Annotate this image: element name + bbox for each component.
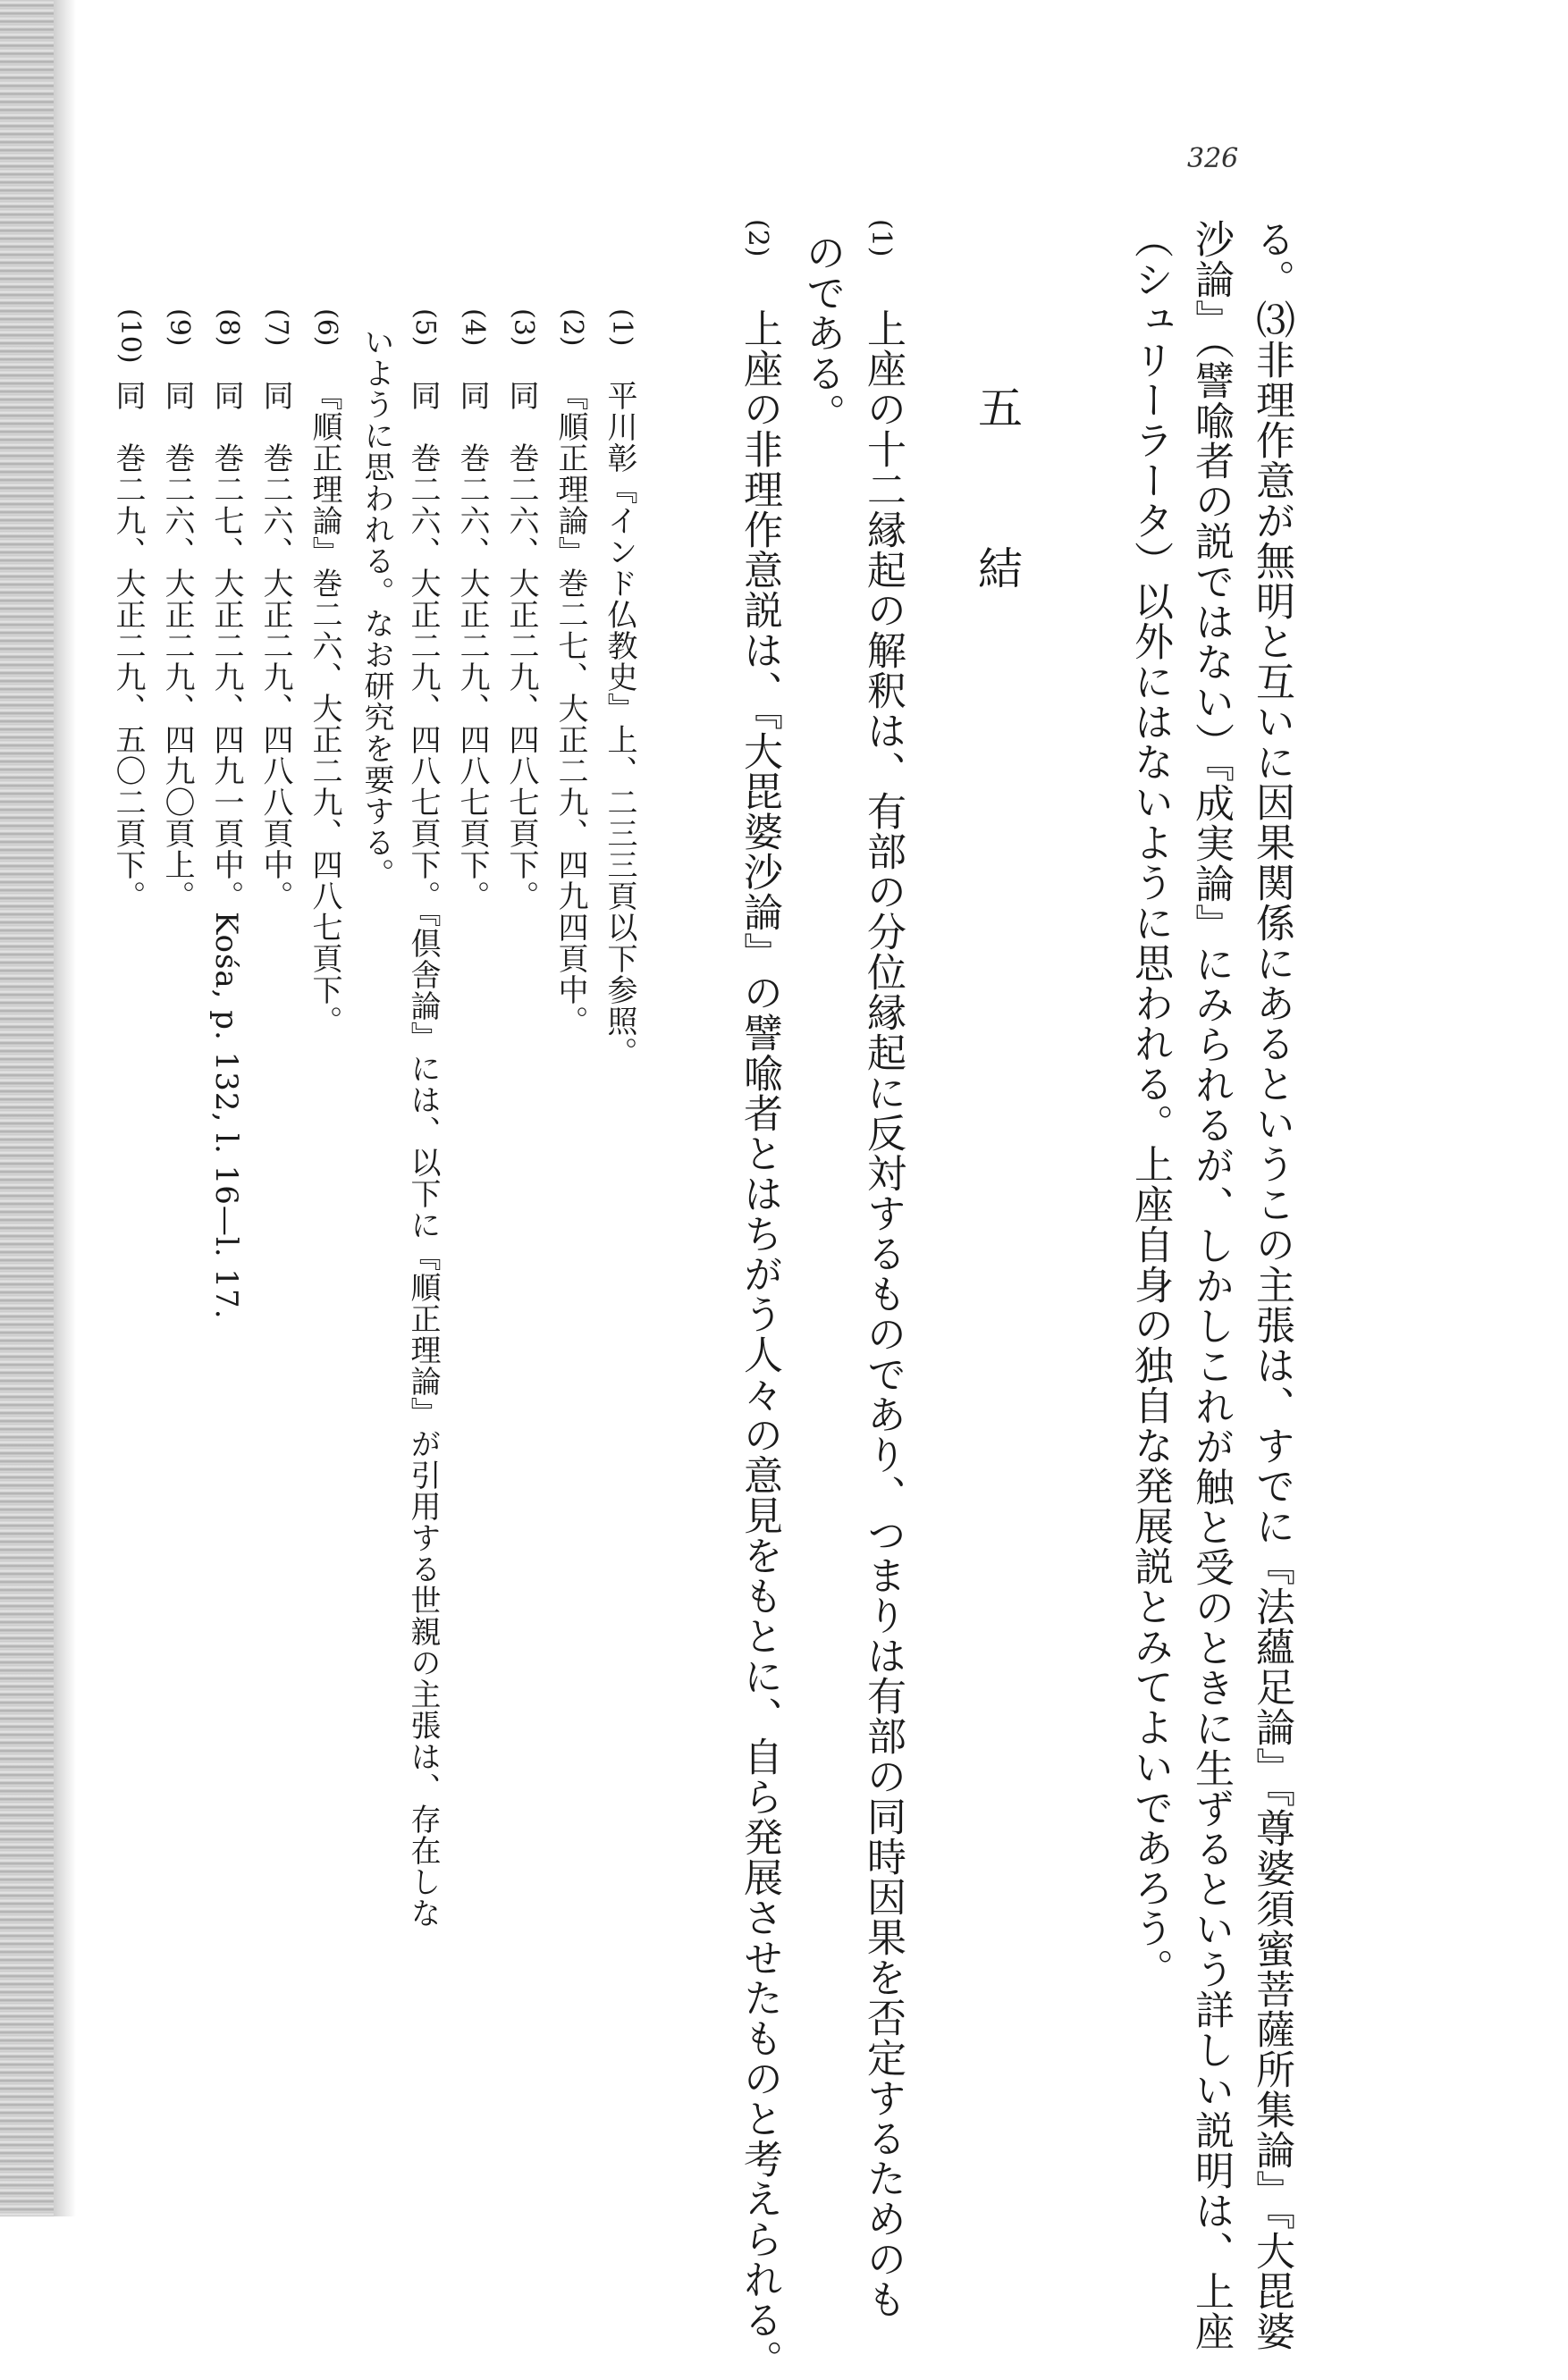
para-line-1: る。⑶非理作意が無明と互いに因果関係にあるというこの主張は、すでに『法蘊足論』『尊婆須蜜菩薩所集論』『大毘婆 (1249, 219, 1294, 2351)
conclusion-1-line-1: 上座の十二縁起の解釈は、有部の分位縁起に反対するものであり、つまりは有部の同時因果を否定するためのも (860, 308, 906, 2319)
note-num-3: (3) (508, 308, 539, 347)
note-num-2: (2) (557, 308, 588, 347)
note-4-line-1: 同 巻二六、大正二九、四八七頁下。 (454, 380, 490, 912)
note-6-line-1: 『順正理論』巻二六、大正二九、四八七頁下。 (307, 380, 342, 1037)
note-num-6: (6) (311, 308, 342, 347)
note-num-9: (9) (164, 308, 195, 347)
note-7-line-1: 同 巻二六、大正二九、四八八頁中。 (257, 380, 293, 912)
note-2-line-1: 『順正理論』巻二七、大正二九、四九四頁中。 (552, 380, 588, 1037)
note-5-line-2: いように思われる。なお研究を要する。 (358, 326, 394, 889)
note-1-line-1: 平川彰『インド仏教史』上、二三三頁以下参照。 (602, 380, 637, 1068)
note-5-line-1: 同 巻二六、大正二九、四八七頁下。『倶舎論』には、以下に『順正理論』が引用する世親の主張は、存在しな (405, 380, 441, 1929)
note-num-4: (4) (459, 308, 490, 347)
note-8-line-1: 同 巻二七、大正二九、四九一頁中。Kośa, p. 132, l. 16—l. 17. (208, 380, 244, 1320)
note-9-line-1: 同 巻二六、大正二九、四九〇頁上。 (159, 380, 195, 912)
scan-edge-gradient (54, 0, 76, 2216)
note-num-7: (7) (262, 308, 293, 347)
para-line-3: （シュリーラータ）以外にはないように思われる。上座自身の独自な発展説とみてよいであろう。 (1127, 219, 1173, 1989)
note-10-line-1: 同 巻二九、大正二九、五〇二頁下。 (110, 380, 146, 912)
note-num-10: (10) (114, 308, 146, 364)
page-number: 326 (1187, 143, 1239, 174)
conclusion-1-line-2: のである。 (799, 232, 845, 433)
note-num-8: (8) (213, 308, 244, 347)
conclusion-num-1: (1) (865, 219, 897, 257)
note-num-1: (1) (606, 308, 637, 347)
conclusion-2-line-1: 上座の非理作意説は、『大毘婆沙論』の譬喩者とはちがう人々の意見をもとに、自ら発展させたものと考えられる。 (737, 308, 782, 2380)
para-line-2: 沙論』（譬喩者の説ではない）『成実論』にみられるが、しかしこれが触と受のときに生ずるという詳しい説明は、上座 (1188, 219, 1234, 2351)
note-3-line-1: 同 巻二六、大正二九、四八七頁下。 (503, 380, 539, 912)
note-num-5: (5) (409, 308, 441, 347)
section-heading: 五 結 (971, 384, 1023, 626)
conclusion-num-2: (2) (742, 219, 773, 257)
